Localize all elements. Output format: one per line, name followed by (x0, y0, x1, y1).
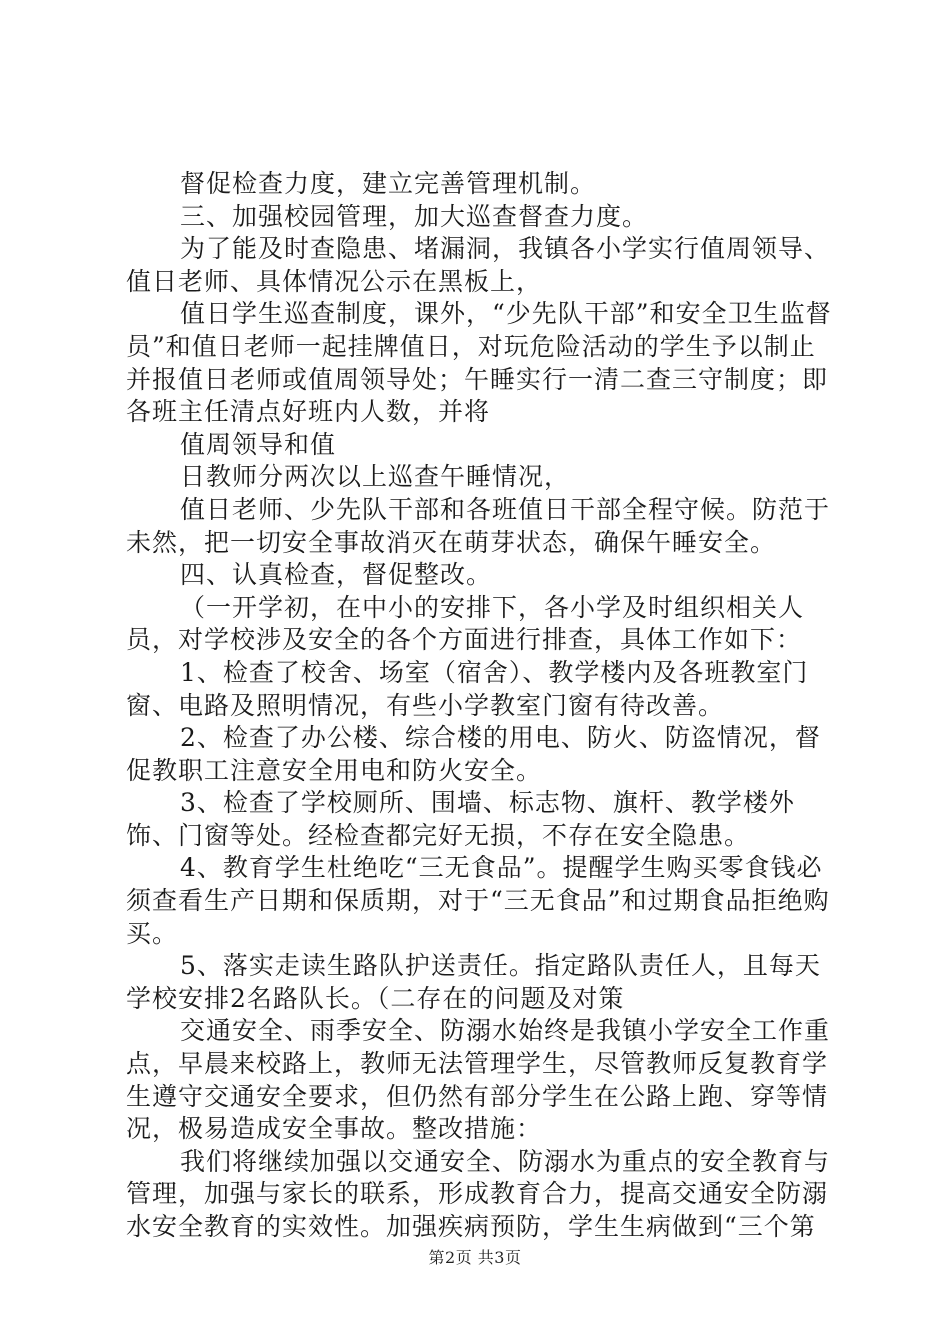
document-body (126, 168, 836, 1244)
paragraph-1: 督促检查力度，建立完善管理机制。 (180, 169, 597, 198)
paragraph-14: 5、落实走读生路队护送责任。指定路队责任人，且每天学校安排2名路队长。（二存在的问题及对策 (126, 951, 821, 1013)
paragraph-3: 为了能及时查隐患、堵漏洞，我镇各小学实行值周领导、值日老师、具体情况公示在黑板上， (126, 234, 831, 296)
paragraph-16: 我们将继续加强以交通安全、防溺水为重点的安全教育与管理，加强与家长的联系，形成教育合力，提高交通安全防溺水安全教育的实效性。加强疾病预防，学生生病做到“三个第 (126, 1146, 831, 1241)
paragraph-15: 交通安全、雨季安全、防溺水始终是我镇小学安全工作重点，早晨来校路上，教师无法管理学生，尽管教师反复教育学生遵守交通安全要求，但仍然有部分学生在公路上跑、穿等情况，极易造成安全事故。整改措施： (126, 1016, 831, 1144)
paragraph-5: 值周领导和值 (180, 429, 337, 459)
paragraph-7: 值日老师、少先队干部和各班值日干部全程守候。防范于未然，把一切安全事故消灭在萌芽状态，确保午睡安全。 (126, 494, 831, 557)
paragraph-11: 2、检查了办公楼、综合楼的用电、防火、防盗情况，督促教职工注意安全用电和防火安全。 (126, 723, 821, 785)
paragraph-2: 三、加强校园管理，加大巡查督查力度。 (180, 201, 649, 231)
page-footer: 第2页 共3页 (428, 1248, 522, 1267)
paragraph-6: 日教师分两次以上巡查午睡情况， (180, 462, 571, 492)
paragraph-4: 值日学生巡查制度，课外，“少先队干部”和安全卫生监督员”和值日老师一起挂牌值日，对玩危险活动的学生予以制止并报值日老师或值周领导处；午睡实行一清二查三守制度；即各班主任清点好班内人数，并将 (126, 299, 832, 427)
paragraph-10: 1、检查了校舍、场室（宿舍）、教学楼内及各班教室门窗、电路及照明情况，有些小学教室门窗有待改善。 (126, 657, 809, 720)
paragraph-9: （一开学初，在中小的安排下，各小学及时组织相关人员，对学校涉及安全的各个方面进行排查，具体工作如下： (126, 592, 805, 655)
paragraph-12: 3、检查了学校厕所、围墙、标志物、旗杆、教学楼外饰、门窗等处。经检查都完好无损，不存在安全隐患。 (126, 788, 795, 850)
paragraph-13: 4、教育学生杜绝吃“三无食品”。提醒学生购买零食钱必须查看生产日期和保质期，对于“三无食品”和过期食品拒绝购买。 (126, 853, 830, 948)
paragraph-8: 四、认真检查，督促整改。 (180, 560, 493, 590)
